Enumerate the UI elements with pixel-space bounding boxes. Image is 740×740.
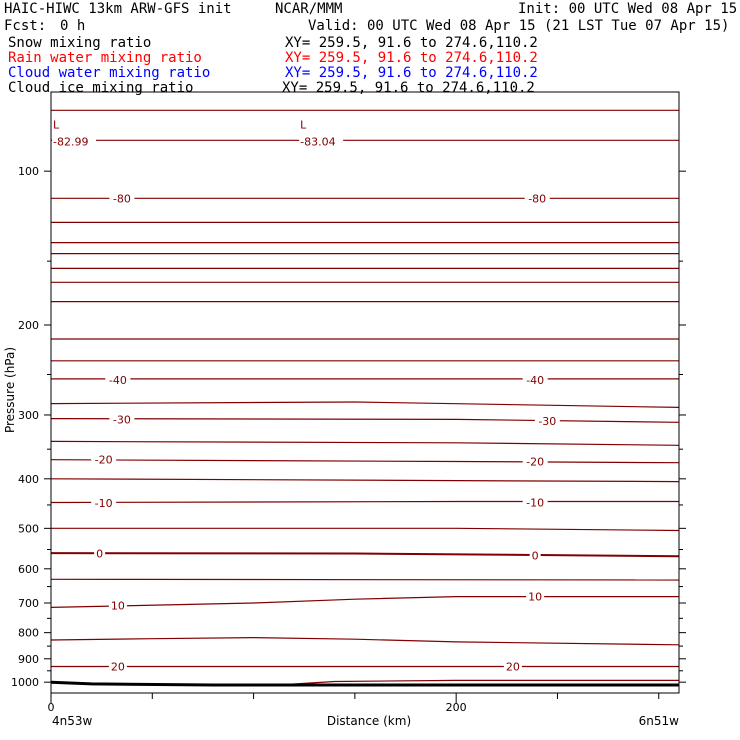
forecast-hour: 0 h bbox=[60, 18, 86, 34]
contour-label-7: -20 bbox=[526, 455, 545, 469]
field-name-snow: Snow mixing ratio bbox=[8, 35, 152, 51]
y-tick-label-700: 700 bbox=[18, 597, 39, 611]
contour-label-12: 10 bbox=[110, 599, 125, 613]
y-tick-label-100: 100 bbox=[18, 165, 39, 179]
contour-line-12 bbox=[51, 402, 679, 407]
y-axis-label: Pressure (hPa) bbox=[3, 346, 17, 434]
y-tick-label-400: 400 bbox=[18, 472, 39, 486]
contour-line-21 bbox=[51, 597, 679, 608]
x-endpoint-left: 4n53w bbox=[52, 714, 93, 728]
terrain-surface bbox=[51, 682, 679, 685]
contour-label-1: -80 bbox=[528, 192, 547, 206]
extremum-mark-0: L bbox=[53, 118, 60, 132]
contour-line-19 bbox=[51, 553, 679, 556]
x-axis-label: Distance (km) bbox=[326, 714, 412, 728]
y-tick-label-900: 900 bbox=[18, 652, 39, 666]
contour-label-0: -80 bbox=[112, 192, 131, 206]
field-xy-snow: XY= 259.5, 91.6 to 274.6,110.2 bbox=[285, 35, 538, 51]
contour-label-4: -30 bbox=[112, 413, 131, 427]
contour-label-3: -40 bbox=[526, 373, 545, 387]
contour-lines bbox=[51, 110, 679, 684]
axes bbox=[11, 165, 686, 714]
contour-line-13 bbox=[51, 419, 679, 423]
field-xy-cloud-ice: XY= 259.5, 91.6 to 274.6,110.2 bbox=[282, 80, 535, 96]
extremum-value-0: -82.99 bbox=[53, 135, 89, 149]
contour-line-17 bbox=[51, 502, 679, 503]
contour-label-10: 0 bbox=[96, 547, 104, 561]
field-xy-cloud-water: XY= 259.5, 91.6 to 274.6,110.2 bbox=[285, 65, 538, 81]
contour-label-15: 20 bbox=[505, 660, 520, 674]
field-name-cloud-water: Cloud water mixing ratio bbox=[8, 65, 211, 81]
y-tick-label-300: 300 bbox=[18, 408, 39, 422]
contour-line-18 bbox=[51, 528, 679, 530]
plot-frame bbox=[51, 92, 679, 693]
field-name-rain: Rain water mixing ratio bbox=[8, 50, 202, 66]
x-endpoint-right: 6n51w bbox=[638, 714, 679, 728]
init-time: Init: 00 UTC Wed 08 Apr 15 bbox=[518, 1, 738, 17]
x-tick-label-200: 200 bbox=[445, 701, 467, 714]
y-tick-label-200: 200 bbox=[18, 318, 39, 332]
contour-line-16 bbox=[51, 479, 679, 482]
y-tick-label-600: 600 bbox=[18, 562, 39, 576]
extremum-mark-1: L bbox=[300, 118, 307, 132]
contour-line-20 bbox=[51, 579, 679, 580]
forecast-label: Fcst: bbox=[4, 18, 47, 34]
contour-label-8: -10 bbox=[94, 496, 113, 510]
contour-label-2: -40 bbox=[108, 373, 127, 387]
contour-labels bbox=[91, 192, 560, 673]
contour-label-6: -20 bbox=[94, 453, 113, 467]
contour-line-22 bbox=[51, 638, 679, 645]
extrema-markers bbox=[52, 118, 343, 148]
contour-label-14: 20 bbox=[110, 660, 125, 674]
y-tick-label-800: 800 bbox=[18, 626, 39, 640]
contour-label-5: -30 bbox=[538, 414, 557, 428]
contour-label-9: -10 bbox=[526, 496, 545, 510]
y-tick-label-500: 500 bbox=[18, 522, 39, 536]
y-tick-label-1000: 1000 bbox=[11, 676, 39, 690]
contour-line-14 bbox=[51, 441, 679, 445]
model-title: HAIC-HIWC 13km ARW-GFS init bbox=[4, 1, 232, 17]
x-tick-label-0: 0 bbox=[47, 701, 55, 714]
terrain-line bbox=[51, 682, 679, 685]
field-name-cloud-ice: Cloud ice mixing ratio bbox=[8, 80, 194, 96]
valid-time: Valid: 00 UTC Wed 08 Apr 15 (21 LST Tue 07 Apr 15) bbox=[308, 18, 730, 34]
contour-label-11: 0 bbox=[531, 549, 539, 563]
field-xy-rain: XY= 259.5, 91.6 to 274.6,110.2 bbox=[285, 50, 538, 66]
contour-label-13: 10 bbox=[528, 590, 543, 604]
contour-line-15 bbox=[51, 460, 679, 463]
extremum-value-1: -83.04 bbox=[300, 135, 336, 149]
organization: NCAR/MMM bbox=[275, 1, 343, 17]
